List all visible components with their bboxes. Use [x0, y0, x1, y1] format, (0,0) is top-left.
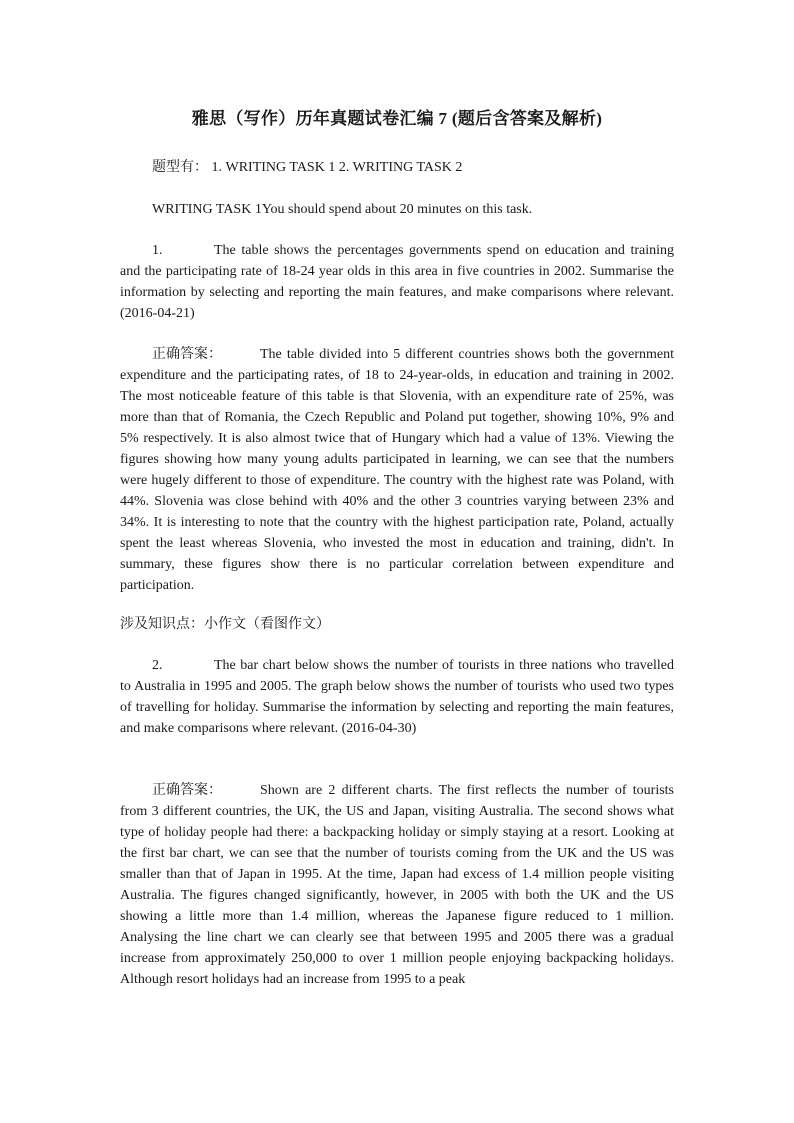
question-types-list: 1. WRITING TASK 1 2. WRITING TASK 2 [211, 160, 463, 175]
question-text: The bar chart below shows the number of tourists in three nations who travelled to Australia in 1995 and 2005. The graph below shows the number of tourists who used two types of travelling for holiday. Summarise the information by selecting and reporting the main features, and make comparisons where relevant. (2016-04-30) [120, 658, 674, 736]
answer-text: The table divided into 5 different countries shows both the government expenditure and the participating rates, of 18 to 24-year-olds, in education and training in 2002. The most noticeable feature of this table is that Slovenia, with an expenditure rate of 25%, was more than that of Romania, the Czech Republic and Poland put together, showing 10%, 9% and 5% respectively. It is also almost twice that of Hungary which had a value of 13%. Viewing the figures showing how many young adults participated in learning, we can see that the numbers were hugely different to those of expenditure. The country with the highest rate was Poland, with 44%. Slovenia was close behind with 40% and the other 3 countries varying between 23% and 34%. It is interesting to note that the country with the highest participation rate, Poland, actually spent the least whereas Slovenia, who invested the most in education and training, didn't. In summary, these figures show there is no particular correlation between expenditure and participation. [120, 347, 674, 593]
answer-text: Shown are 2 different charts. The first reflects the number of tourists from 3 different countries, the UK, the US and Japan, visiting Australia. The second shows what type of holiday people had there: a backpacking holiday or simply staying at a resort. Looking at the first bar chart, we can see that the number of tourists coming from the UK and the US was smaller than that of Japan in 1995. At the time, Japan had excess of 1.4 million people visiting Australia. The figures changed significantly, however, in 2005 with both the UK and the US showing a little more than 1.4 million, whereas the Japanese figure reduced to 1 million. Analysing the line chart we can clearly see that between 1995 and 2005 there was a gradual increase from approximately 250,000 to over 1 million people enjoying backpacking holidays. Although resort holidays had an increase from 1995 to a peak [120, 783, 674, 987]
question-1 [120, 240, 674, 324]
question-2 [120, 655, 674, 739]
question-number: 2. [152, 658, 163, 673]
answer-2 [120, 780, 674, 990]
question-text: The table shows the percentages governments spend on education and training and the participating rate of 18-24 year olds in this area in five countries in 2002. Summarise the information by selecting and reporting the main features, and make comparisons where relevant. (2016-04-21) [120, 243, 674, 321]
knowledge-point [120, 614, 674, 635]
knowledge-point-value: 小作文（看图作文） [204, 617, 330, 632]
answer-1 [120, 344, 674, 596]
question-number: 1. [152, 243, 163, 258]
answer-label: 正确答案： [152, 347, 222, 362]
page-title: 雅思（写作）历年真题试卷汇编 7 (题后含答案及解析) [191, 109, 603, 128]
knowledge-point-label: 涉及知识点： [120, 617, 204, 632]
question-types [120, 157, 674, 178]
task-intro: WRITING TASK 1You should spend about 20 minutes on this task. [152, 202, 533, 217]
question-types-label: 题型有： [152, 160, 208, 175]
answer-label: 正确答案： [152, 783, 222, 798]
